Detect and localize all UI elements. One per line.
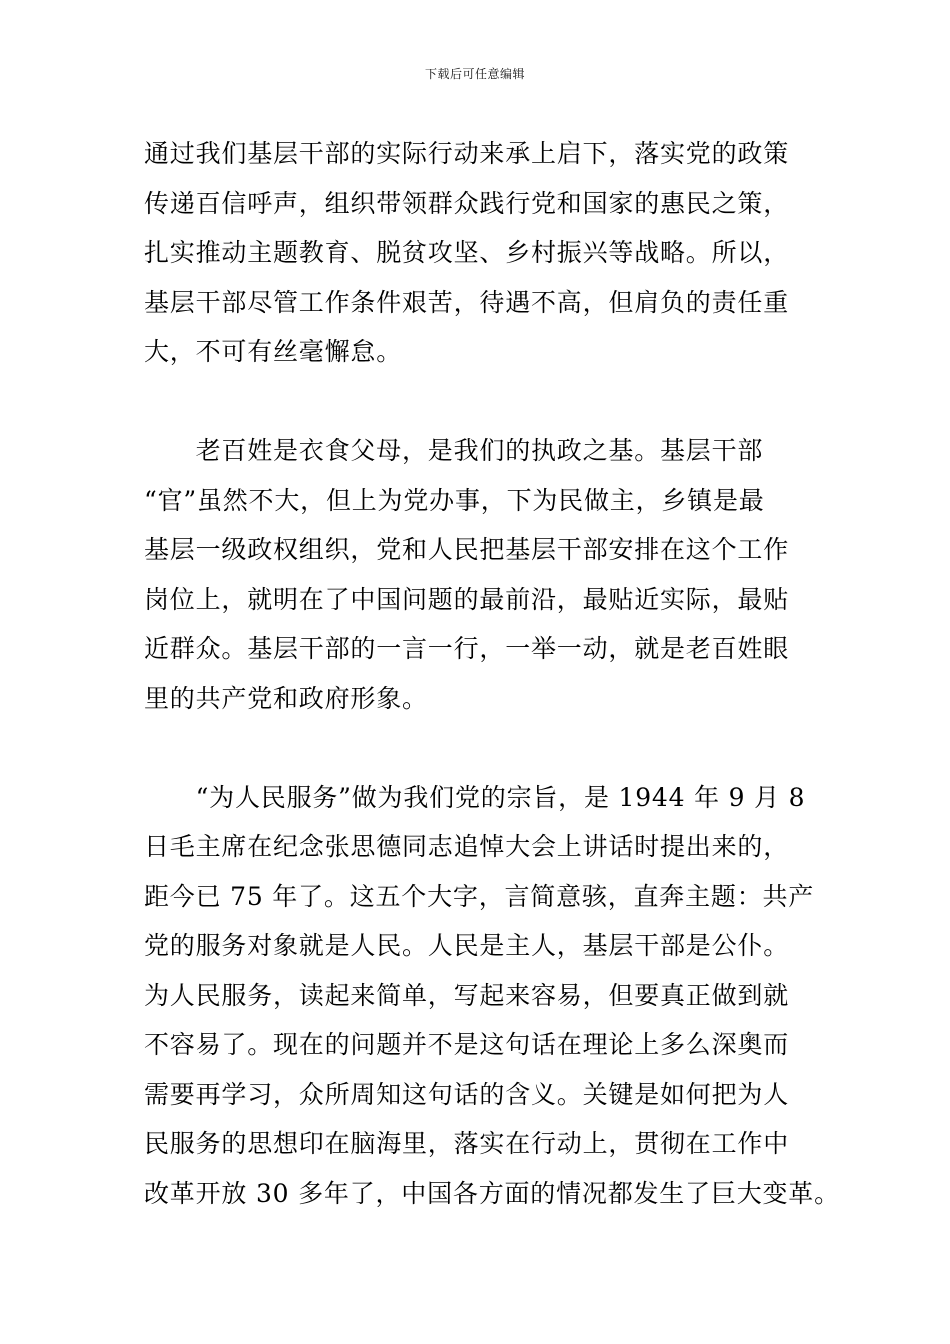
text-line: 需要再学习，众所周知这句话的含义。关键是如何把为人 [144, 1079, 790, 1109]
paragraph-2 [144, 426, 824, 723]
page-header: 下载后可任意编辑 [424, 67, 525, 81]
document-body [144, 129, 840, 1218]
text-line: 通过我们基层干部的实际行动来承上启下，落实党的政策 [144, 139, 790, 168]
text-line: 近群众。基层干部的一言一行，一举一动，就是老百姓眼 [144, 634, 790, 663]
text-line: 距今已 75 年了。这五个大字，言简意骇，直奔主题：共产 [144, 881, 815, 911]
text-line: “官”虽然不大，但上为党办事，下为民做主，乡镇是最 [144, 485, 765, 515]
text-line: 不容易了。现在的问题并不是这句话在理论上多么深奥而 [144, 1030, 790, 1059]
text-line: 老百姓是衣食父母，是我们的执政之基。基层干部 [144, 436, 764, 465]
text-line: 基层干部尽管工作条件艰苦，待遇不高，但肩负的责任重 [144, 287, 790, 317]
text-line: 扎实推动主题教育、脱贫攻坚、乡村振兴等战略。所以， [144, 238, 790, 267]
paragraph-1 [144, 129, 824, 377]
paragraph-spacer [144, 723, 824, 773]
text-line: 传递百信呼声，组织带领群众践行党和国家的惠民之策， [144, 188, 790, 218]
text-line: 大，不可有丝毫懈怠。 [144, 337, 403, 366]
text-line: 日毛主席在纪念张思德同志追悼大会上讲话时提出来的， [144, 832, 790, 861]
text-line: 基层一级政权组织，党和人民把基层干部安排在这个工作 [144, 535, 790, 564]
paragraph-3 [144, 773, 840, 1219]
paragraph-spacer [144, 377, 824, 427]
text-line: 民服务的思想印在脑海里，落实在行动上，贯彻在工作中 [144, 1129, 790, 1158]
text-line: 里的共产党和政府形象。 [144, 683, 428, 713]
text-line: 党的服务对象就是人民。人民是主人，基层干部是公仆。 [144, 931, 790, 960]
text-line: 为人民服务，读起来简单，写起来容易，但要真正做到就 [144, 980, 790, 1010]
text-line: 岗位上，就明在了中国问题的最前沿，最贴近实际，最贴 [144, 584, 790, 614]
text-line: “为人民服务”做为我们党的宗旨，是 1944 年 9 月 8 [144, 782, 806, 812]
text-line: 改革开放 30 多年了，中国各方面的情况都发生了巨大变革。 [144, 1178, 840, 1208]
